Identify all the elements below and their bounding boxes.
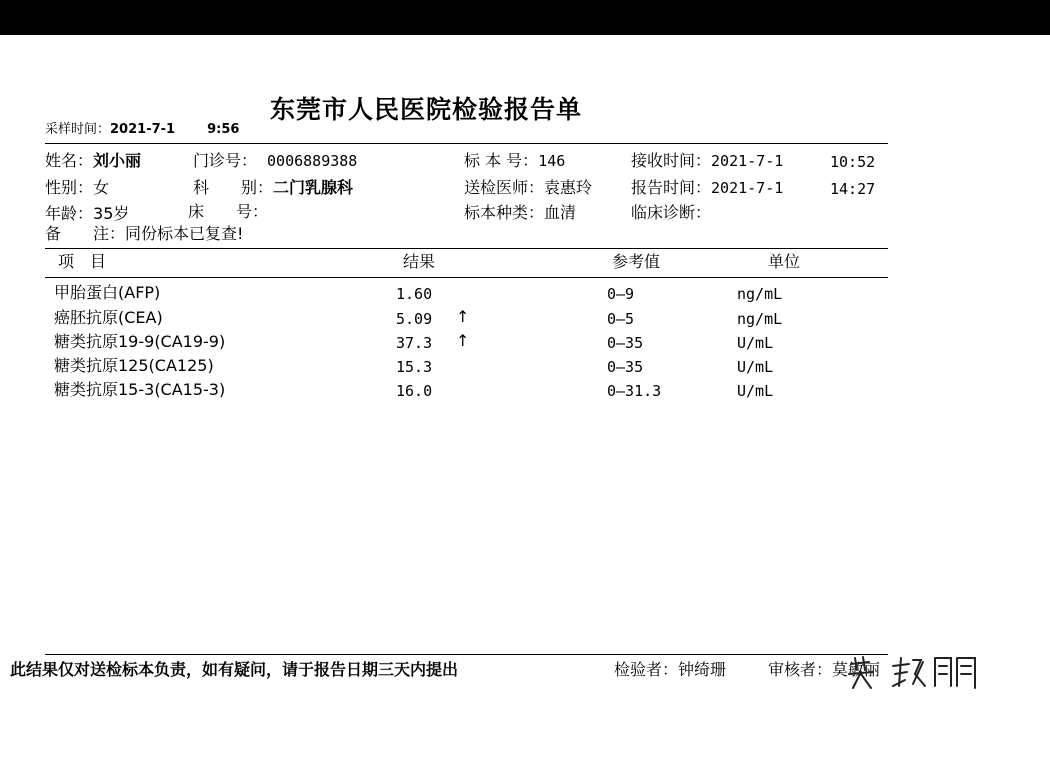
clinical-diagnosis [631,205,711,221]
sex-value: 女 [93,178,110,197]
remark-value: 同份标本已复查! [125,224,244,243]
report-clock-value: 14:27 [830,180,876,198]
sample-time [45,123,239,136]
report-date-value: 2021-7-1 [711,179,784,197]
row-unit: ng/mL [737,285,783,303]
tester-label: 检验者： [614,660,679,679]
requesting-doctor [464,180,592,196]
doctor-label: 送检医师： [464,178,545,197]
patient-sex [45,180,109,196]
reviewer-name: 莫敏丽 [832,660,881,679]
row-unit: U/mL [737,334,774,352]
row-reference: 0—9 [607,285,635,303]
age-value: 35岁 [93,204,130,223]
row-item: 糖类抗原15-3(CA15-3) [54,380,226,399]
reviewer-label: 审核者： [768,660,833,679]
row-result: 15.3 [396,358,433,376]
department [193,180,353,196]
remark-label: 备 注： [45,224,126,243]
report-time-label: 报告时间： [631,178,712,197]
column-header-reference: 参考值 [612,252,661,271]
row-unit: ng/mL [737,310,783,328]
row-item: 癌胚抗原(CEA) [54,308,163,327]
receive-date-value: 2021-7-1 [711,152,784,170]
specimen-number-label: 标 本 号： [464,151,539,170]
row-item: 糖类抗原125(CA125) [54,356,214,375]
bed-number [188,204,268,220]
row-reference: 0—5 [607,310,635,328]
row-unit: U/mL [737,358,774,376]
specimen-type [464,205,576,221]
disclaimer-note: 此结果仅对送检标本负责，如有疑问，请于报告日期三天内提出 [10,660,459,679]
row-flag: ↑ [456,307,470,326]
diagnosis-label: 临床诊断： [631,203,712,222]
patient-name [45,153,141,169]
row-reference: 0—31.3 [607,382,662,400]
department-value: 二门乳腺科 [273,178,354,197]
table-header-top-divider [45,248,888,249]
specimen-number [464,153,565,169]
tester-name: 钟绮珊 [678,660,727,679]
sample-time-label: 采样时间： [45,122,111,137]
column-header-item: 项 目 [58,252,107,271]
patient-name-value: 刘小丽 [93,151,142,170]
row-item: 糖类抗原19-9(CA19-9) [54,332,226,351]
receive-time [631,153,783,169]
row-item: 甲胎蛋白(AFP) [54,283,161,302]
clinic-number-label: 门诊号： [193,151,258,170]
top-black-bar [0,0,1050,35]
sample-time-value: 9:56 [207,122,240,137]
table-header-bottom-divider [45,277,888,278]
clinic-number-value: 0006889388 [267,152,358,170]
receive-clock-value: 10:52 [830,153,876,171]
row-result: 37.3 [396,334,433,352]
age-label: 年龄： [45,204,94,223]
clinic-number [193,153,357,169]
receive-time-label: 接收时间： [631,151,712,170]
sample-date: 2021-7-1 [110,122,176,137]
patient-age [45,206,129,222]
row-reference: 0—35 [607,334,644,352]
handwritten-signature [843,648,993,694]
specimen-number-value: 146 [538,152,566,170]
row-reference: 0—35 [607,358,644,376]
row-flag: ↑ [456,331,470,350]
department-label: 科 别： [193,178,274,197]
specimen-type-value: 血清 [544,203,577,222]
column-header-result: 结果 [403,252,436,271]
remark [45,226,243,242]
doctor-value: 袁惠玲 [544,178,593,197]
row-unit: U/mL [737,382,774,400]
report-time [631,180,783,196]
footer-divider [45,654,888,655]
bed-label: 床 号： [188,202,269,221]
row-result: 5.09 [396,310,433,328]
report-title: 东莞市人民医院检验报告单 [270,95,583,124]
tester [614,662,726,678]
sex-label: 性别： [45,178,94,197]
patient-name-label: 姓名： [45,151,94,170]
header-top-divider [45,143,888,144]
row-result: 16.0 [396,382,433,400]
column-header-unit: 单位 [768,252,801,271]
row-result: 1.60 [396,285,433,303]
specimen-type-label: 标本种类： [464,203,545,222]
